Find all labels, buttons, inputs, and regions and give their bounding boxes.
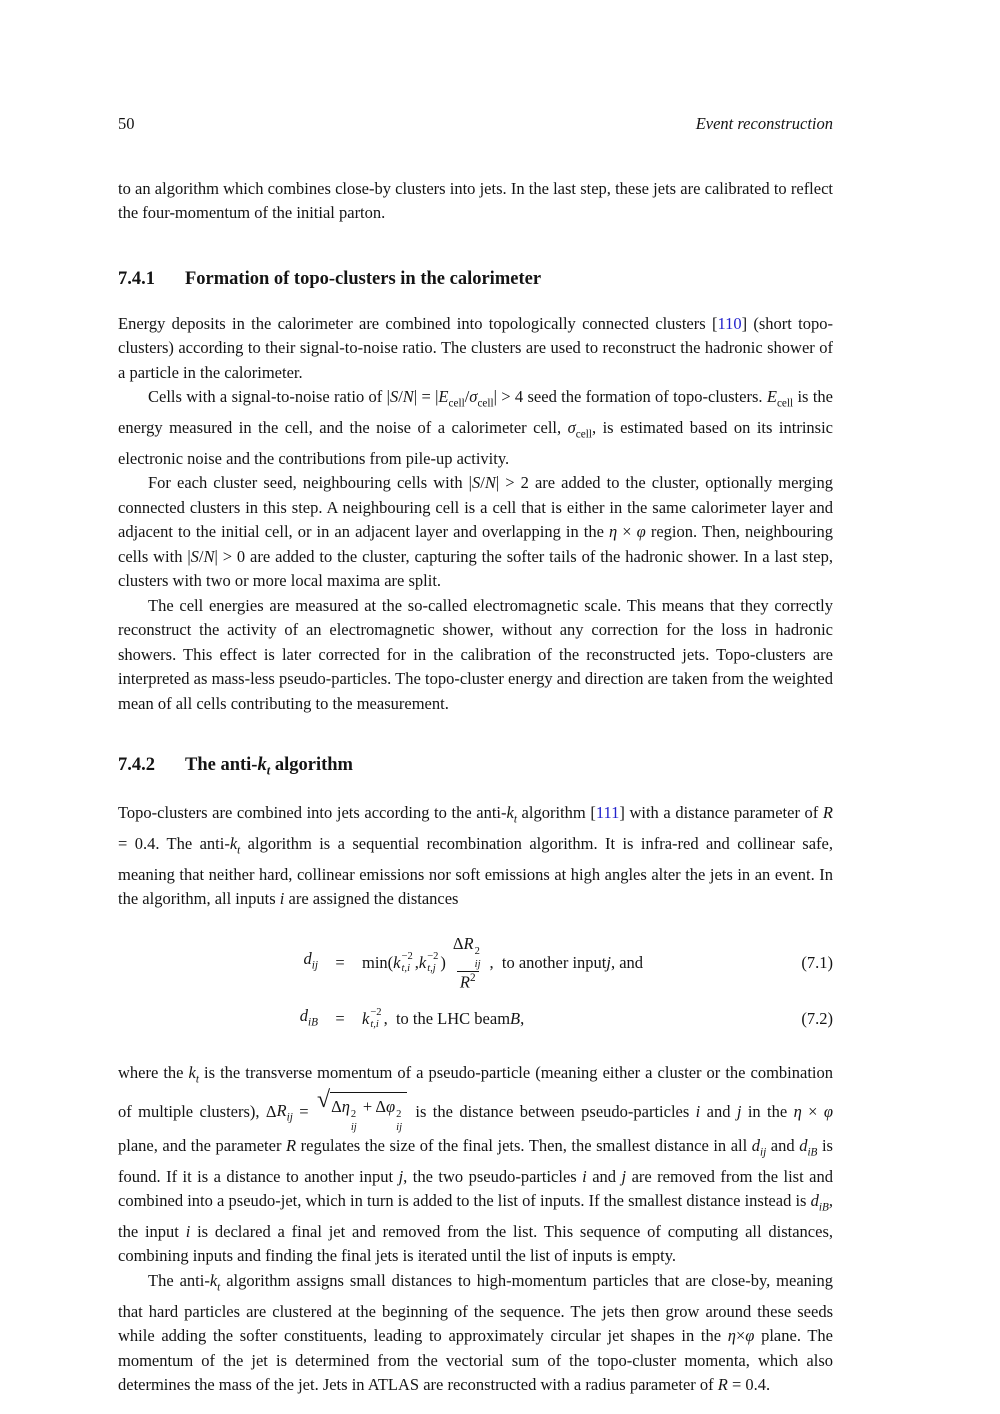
square-root: √ Δη 2 ij + Δφ 2 ij <box>317 1092 407 1134</box>
citation-111[interactable]: 111 <box>595 803 620 823</box>
equation-rhs: k −2 t,i , to the LHC beam B , <box>362 1007 525 1031</box>
paragraph-topo-intro: Energy deposits in the calorimeter are combined into topologically connected clusters [110] (short topo-clusters) according to their signal-to-noise ratio. The clusters are used to reconstruct the hadronic shower of a particle in the calorimeter. <box>118 313 833 382</box>
equation-lhs: $d_{iB}$ <box>299 1006 318 1029</box>
paragraph-distance-definition: where the $k_t$ is the transverse momentum of a pseudo-particle (meaning either a cluster or the combination of multiple clusters), $\Delta R_{ij}$ = √ Δη 2 ij + Δφ 2 ij is the distance between pseudo-particles i and j in the η × φ plane, and the parameter R regulates the size of the final jets. Then, the smallest distance in all $d_{ij}$ and $d_{iB}$ is found. If it is a distance to another input j, the two pseudo-particles i and j are removed from the list and combined into a pseudo-jet, which in turn is added to the list of inputs. If the smallest distance instead is $d_{iB}$, the input i is declared a final jet and removed from the list. This sequence of computing all distances, combining inputs and finding the final jets is iterated until the list of inputs is empty. <box>118 1062 834 1266</box>
section-number: 7.4.2 <box>118 755 155 776</box>
fraction: ΔR 2 ij $R^2$ <box>452 933 481 992</box>
equation-7-1 <box>118 934 833 992</box>
equation-7-2 <box>118 1004 833 1035</box>
paragraph-seed-cells: Cells with a signal-to-noise ratio of $|S/N| = |E_{cell}/\sigma_{cell}| > 4$ seed the formation of topo-clusters. $E_{cell}$ is the energy measured in the cell, and the noise of a calorimeter cell, $\sigma_{cell}$, is estimated based on its intrinsic electronic noise and the contributions from pile-up activity. <box>118 387 834 468</box>
equation-lhs: $d_{ij}$ <box>303 949 318 972</box>
equation-rhs: min( k −2 t,i , k −2 t,j ) ΔR 2 ij $R^2$ , to another input j , and <box>362 933 644 992</box>
equals-sign: = <box>335 952 345 972</box>
section-title: The anti-$k_t$ algorithm <box>185 755 353 778</box>
equation-number: (7.2) <box>801 1009 833 1029</box>
section-heading-7-4-1 <box>118 268 833 290</box>
page-header <box>118 112 833 137</box>
section-number: 7.4.1 <box>118 268 155 289</box>
citation-110[interactable]: 110 <box>717 313 742 333</box>
paragraph-antikt-intro: Topo-clusters are combined into jets according to the anti-$k_t$ algorithm [111] with a distance parameter of R = 0.4. The anti-$k_t$ algorithm is a sequential recombination algorithm. It is infra-red and collinear safe, meaning that neither hard, collinear emissions nor soft emissions at high angles alter the jets in an event. In the algorithm, all inputs i are assigned the distances <box>118 803 834 909</box>
paragraph-neighbour-cells: For each cluster seed, neighbouring cells with |S/N| > 2 are added to the cluster, optionally merging connected clusters in this step. A neighbouring cell is a cell that is either in the same calorimeter layer and adjacent to the initial cell, or in an adjacent layer and overlapping in the η × φ region. Then, neighbouring cells with |S/N| > 0 are added to the cluster, capturing the softer tails of the hadronic shower. In a last step, clusters with two or more local maxima are split. <box>118 473 833 591</box>
equation-block <box>118 934 833 1035</box>
intro-paragraph: to an algorithm which combines close-by clusters into jets. In the last step, these jets are calibrated to reflect the four-momentum of the initial parton. <box>118 178 833 222</box>
running-title: Event reconstruction <box>695 114 833 133</box>
paragraph-antikt-behaviour: The anti-$k_t$ algorithm assigns small distances to high-momentum particles that are close-by, meaning that hard particles are clustered at the beginning of the sequence. The jets then grow around these seeds while adding the softer constituents, leading to approximately circular jet shapes in the η×φ plane. The momentum of the jet is determined from the vectorial sum of the topo-cluster momenta, which also determines the mass of the jet. Jets in ATLAS are reconstructed with a radius parameter of R = 0.4. <box>118 1270 833 1395</box>
section-title: Formation of topo-clusters in the calorimeter <box>185 268 542 289</box>
equation-number: (7.1) <box>801 952 833 972</box>
equals-sign: = <box>335 1009 345 1029</box>
page-number: 50 <box>118 114 135 133</box>
paragraph-em-scale: The cell energies are measured at the so-called electromagnetic scale. This means that they correctly reconstruct the activity of an electromagnetic shower, without any correction for the loss in hadronic showers. This effect is later corrected for in the calibration of the reconstructed jets. Topo-clusters are interpreted as mass-less pseudo-particles. The topo-cluster energy and direction are taken from the weighted mean of all cells contributing to the measurement. <box>118 595 833 713</box>
section-heading-7-4-2 <box>118 754 833 779</box>
